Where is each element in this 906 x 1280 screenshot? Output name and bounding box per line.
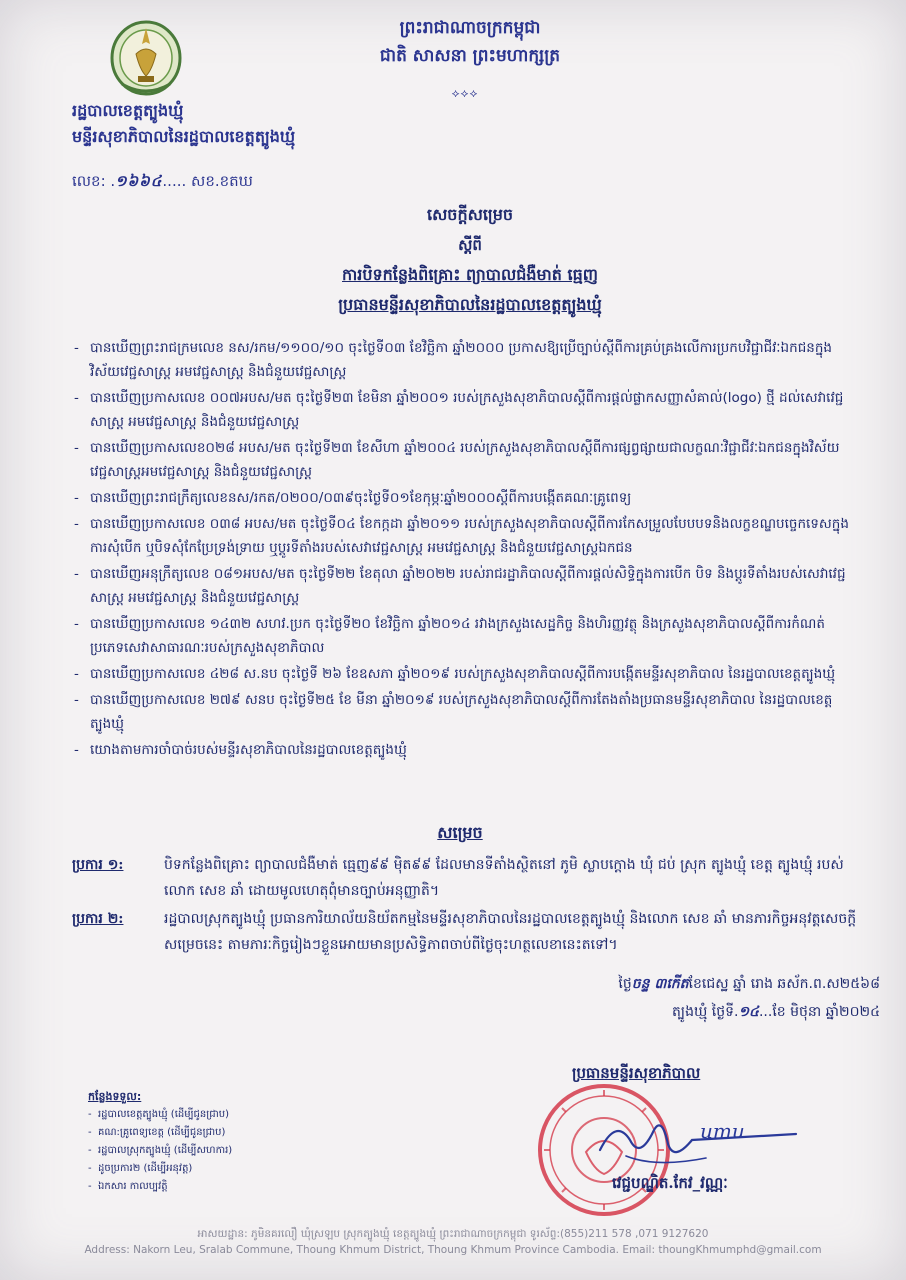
recital-item: - បានឃើញព្រះរាជក្រមលេខ នស/រកម/១១០០/១០ ចុះថ្ងៃទី០៣ ខែវិច្ឆិកា ឆ្នាំ២០០០ ប្រកាសឱ្យប្រើច្បាប់ស្ដីពីការគ្រប់គ្រងលើការប្រកបវិជ្ជាជីវៈឯកជនក្នុងវិស័យវេជ្ជសាស្ត្រ អមវេជ្ជសាស្ត្រ និងជំនួយវេជ្ជសាស្ត្រ [72, 336, 850, 384]
title-line2: ស្ដីពី [458, 236, 482, 254]
kingdom-line1: ព្រះរាជាណាចក្រកម្ពុជា [399, 18, 541, 38]
recipients-heading: កន្លែងទទួល: [88, 1090, 142, 1103]
recital-item: - បានឃើញប្រកាសលេខ ០៣៨ អបស/មត ចុះថ្ងៃទី០៤ ខែកក្កដា ឆ្នាំ២០១១ របស់ក្រសួងសុខាភិបាលស្ដីពីការកែសម្រួលបែបបទនិងលក្ខខណ្ឌបច្ចេកទេសក្នុងការសុំបើក ឬបិទសុំកែប្រែទ្រង់ទ្រាយ ឬប្ដូរទីតាំងរបស់សេវាវេជ្ជសាស្ត្រ អមវេជ្ជសាស្ត្រ និងជំនួយវេជ្ជសាស្ត្រឯកជន [72, 512, 850, 560]
title-line4: ប្រធានមន្ទីរសុខាភិបាលនៃរដ្ឋបាលខេត្តត្បូងឃ្មុំ [338, 295, 602, 314]
dateline [440, 970, 880, 1026]
kingdom-line2: ជាតិ សាសនា ព្រះមហាក្សត្រ [379, 46, 561, 66]
solar-date-suffix: ខែ មិថុនា ឆ្នាំ២០២៤ [772, 1004, 880, 1020]
recital-item: - បានឃើញអនុក្រឹត្យលេខ ០៨១អបស/មត ចុះថ្ងៃទី២២ ខែតុលា ឆ្នាំ២០២២ របស់រាជរដ្ឋាភិបាលស្ដីពីការផ្ដល់សិទ្ធិក្នុងការបើក បិទ និងប្ដូរទីតាំងរបស់សេវាវេជ្ជសាស្ត្រ អមវេជ្ជសាស្ត្រ និងជំនួយវេជ្ជសាស្ត្រ [72, 562, 850, 610]
title-line3: ការបិទកន្លែងពិគ្រោះ ព្យាបាលជំងឺមាត់ ធ្មេញ [342, 265, 598, 284]
ministry-logo-icon [108, 14, 184, 96]
recipients-list [88, 1106, 318, 1196]
recipient-item: - ឯកសារ កាលប្បវត្តិ [88, 1178, 318, 1196]
article-text: បិទកន្លែងពិគ្រោះ ព្យាបាលជំងឺមាត់ ធ្មេញ៩៩ ម៉ិត៩៩ ដែលមានទីតាំងស្ថិតនៅ ភូមិ ស្លាបក្ដោង ឃុំ ជប់ ស្រុក ត្បូងឃ្មុំ ខេត្ត ត្បូងឃ្មុំ របស់លោក សេខ ឆាំ ដោយមូលហេតុពុំមានច្បាប់អនុញ្ញាតិ។ [164, 857, 844, 899]
article-label: ប្រការ ១: [72, 857, 124, 873]
recipient-item: - គណ:គ្រូពេទ្យខេត្ត (ដើម្បីជូនជ្រាប) [88, 1124, 318, 1142]
document-title [160, 200, 780, 320]
title-line1: សេចក្ដីសម្រេច [426, 205, 513, 224]
issuer-line2: មន្ទីរសុខាភិបាលនៃរដ្ឋបាលខេត្តត្បូងឃ្មុំ [72, 127, 296, 146]
articles [72, 852, 862, 960]
footer-address [40, 1226, 866, 1258]
signature-text: umu [700, 1119, 745, 1143]
article-label: ប្រការ ២: [72, 911, 124, 927]
signer-name: វេជ្ជបណ្ឌិត.កែវ_វណ្ណៈ [612, 1174, 728, 1192]
recipient-item: - ដូចប្រការ២ (ដើម្បីអនុវត្ត) [88, 1160, 318, 1178]
footer-line1: អាសយដ្ឋាន: ភូមិនគរលឿ ឃុំស្រឡប ស្រុកត្បូងឃ្មុំ ខេត្តត្បូងឃ្មុំ ព្រះរាជាណាចក្រកម្ពុជា ទូរស័ព្ទ:(855)211 578 ,071 9127620 [197, 1228, 709, 1240]
lunar-date-suffix: ខែជេស្ឋ ឆ្នាំ រោង ឆស័ក.ព.ស២៥៦៨ [688, 976, 880, 992]
recital-item: - បានឃើញព្រះរាជក្រឹត្យលេខនស/រកត/០២០០/០៣៩ចុះថ្ងៃទី០១ខែកុម្ភៈឆ្នាំ២០០០ស្ដីពីការបង្កើតគណៈគ្រូពេទ្យ [72, 486, 850, 510]
recitals-list [72, 336, 850, 764]
issuing-authority [72, 98, 492, 150]
solar-date-prefix: ត្បូងឃ្មុំ ថ្ងៃទី [672, 1004, 734, 1020]
recipient-item: - រដ្ឋបាលខេត្តត្បូងឃ្មុំ (ដើម្បីជូនជ្រាប) [88, 1106, 318, 1124]
recital-item: - បានឃើញប្រកាសលេខ ១៤៣២ សហវ.ប្រក ចុះថ្ងៃទី២០ ខែវិច្ឆិកា ឆ្នាំ២០១៤ រវាងក្រសួងសេដ្ឋកិច្ច និងហិរញ្ញវត្ថុ និងក្រសួងសុខាភិបាលស្ដីពីការកំណត់ប្រភេទសេវាសាធារណៈរបស់ក្រសួងសុខាភិបាល [72, 612, 850, 660]
solar-date-handwritten: ១៤ [738, 1004, 759, 1020]
recital-item: - បានឃើញប្រកាសលេខ០២៨ អបស/មត ចុះថ្ងៃទី២៣ ខែសីហា ឆ្នាំ២០០៤ របស់ក្រសួងសុខាភិបាលស្ដីពីការផ្សព្វផ្សាយជាលក្ខណៈវិជ្ជាជីវៈឯកជនក្នុងវិស័យវេជ្ជសាស្ត្រអមវេជ្ជសាស្ត្រ និងជំនួយវេជ្ជសាស្ត្រ [72, 436, 850, 484]
decision-heading: សម្រេច [437, 823, 483, 842]
ref-number-handwritten: ១៦៦៤ [115, 172, 163, 190]
recital-item: - បានឃើញប្រកាសលេខ ៤២៨ ស.នប ចុះថ្ងៃទី ២៦ ខែឧសភា ឆ្នាំ២០១៩ របស់ក្រសួងសុខាភិបាលស្ដីពីការបង្កើតមន្ទីរសុខាភិបាល នៃរដ្ឋបាលខេត្តត្បូងឃ្មុំ [72, 662, 850, 686]
ref-suffix: សខ.ខតឃ [191, 172, 253, 190]
lunar-date-prefix: ថ្ងៃ [618, 976, 632, 992]
article-1 [72, 852, 862, 904]
lunar-date [440, 970, 880, 998]
recipients-block [88, 1088, 318, 1196]
recital-item: - បានឃើញប្រកាសលេខ ២៧៩ សនប ចុះថ្ងៃទី២៥ ខែ មីនា ឆ្នាំ២០១៩ របស់ក្រសួងសុខាភិបាលស្ដីពីការតែងតាំងប្រធានមន្ទីរសុខាភិបាល នៃរដ្ឋបាលខេត្តត្បូងឃ្មុំ [72, 688, 850, 736]
lunar-date-handwritten: ចន្ទ ៣កេីត [631, 976, 689, 992]
ornament-divider: ⟡⟡⟡ [451, 86, 479, 100]
issuer-line1: រដ្ឋបាលខេត្តត្បូងឃ្មុំ [72, 101, 184, 120]
recipient-item: - រដ្ឋបាលស្រុកត្បូងឃ្មុំ (ដើម្បីសហការ) [88, 1142, 318, 1160]
article-text: រដ្ឋបាលស្រុកត្បូងឃ្មុំ ប្រធានការិយាល័យនិយ័តកម្មនៃមន្ទីរសុខាភិបាលនៃរដ្ឋបាលខេត្តត្បូងឃ្មុំ និងលោក សេខ ឆាំ មានភារកិច្ចអនុវត្តសេចក្ដីសម្រេចនេះ តាមភារៈកិច្ចរៀងៗខ្លួនអោយមានប្រសិទ្ធិភាពចាប់ពីថ្ងៃចុះហត្ថលេខានេះតទៅ។ [164, 911, 857, 953]
kingdom-motto [320, 14, 620, 70]
solar-date: ត្បូងឃ្មុំ ថ្ងៃទី.១៤...ខែ មិថុនា ឆ្នាំ២០២៤ [672, 1004, 880, 1020]
footer-line2: Address: Nakorn Leu, Sralab Commune, Thoung Khmum District, Thoung Khmum Province Cambodia. Email: thoungKhmumphd@gmail.com [84, 1244, 822, 1256]
article-2 [72, 906, 862, 958]
ref-prefix: លេខ: [72, 172, 106, 190]
recital-item: - បានឃើញប្រកាសលេខ ០០៧អបស/មត ចុះថ្ងៃទី២៣ ខែមិនា ឆ្នាំ២០០១ របស់ក្រសួងសុខាភិបាលស្ដីពីការផ្ដល់ផ្លាកសញ្ញាសំគាល់(logo) ថ្មី ដល់សេវាវេជ្ជសាស្ត្រ អមវេជ្ជសាស្ត្រ និងជំនួយវេជ្ជសាស្ត្រ [72, 386, 850, 434]
reference-number: លេខ: .១៦៦៤..... សខ.ខតឃ [72, 172, 253, 190]
signer-title: ប្រធានមន្ទីរសុខាភិបាល [572, 1064, 701, 1082]
signature-icon [596, 1110, 806, 1170]
recital-item: - យោងតាមការចាំបាច់របស់មន្ទីរសុខាភិបាលនៃរដ្ឋបាលខេត្តត្បូងឃ្មុំ [72, 738, 850, 762]
